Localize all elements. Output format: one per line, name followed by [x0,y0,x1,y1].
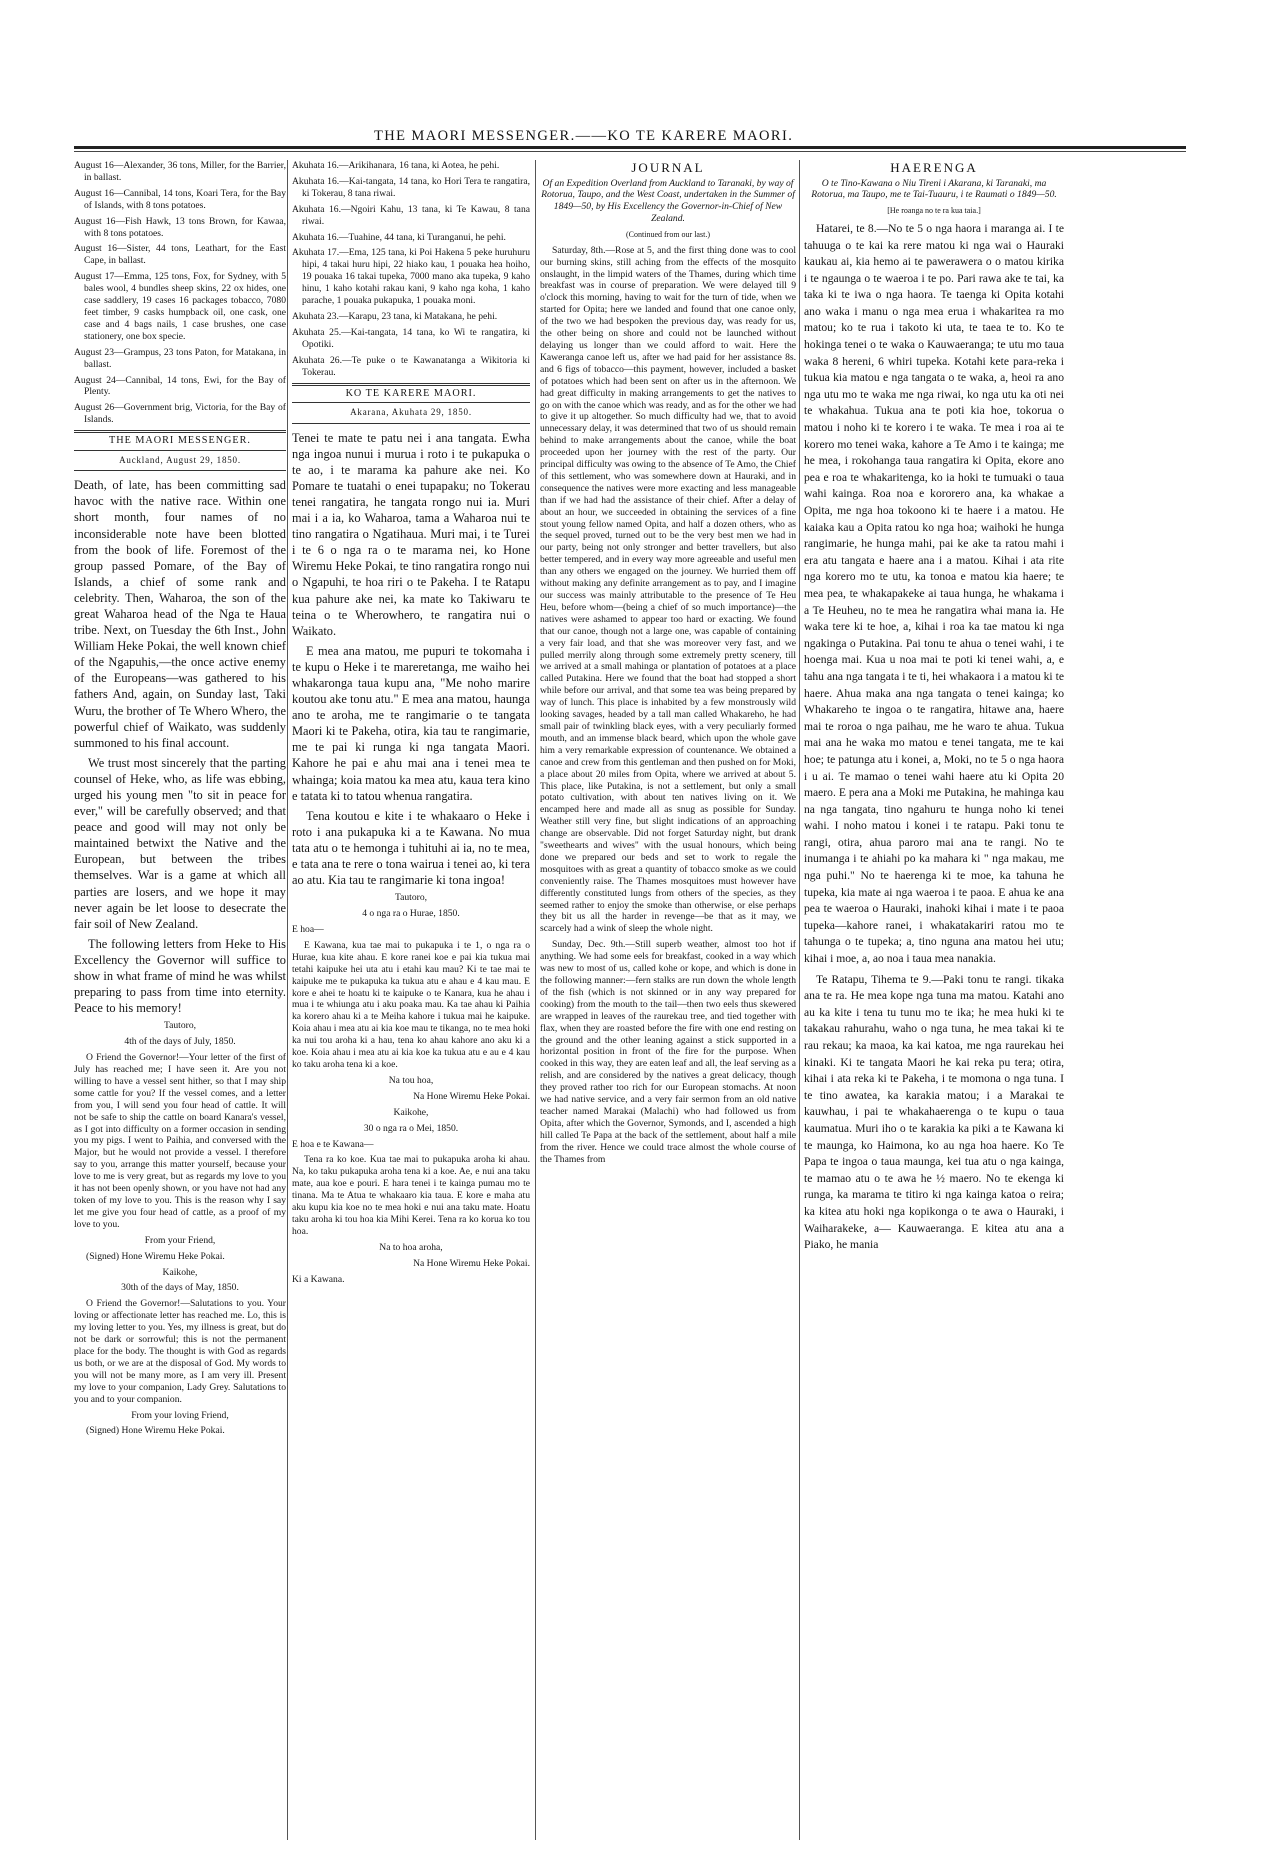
letter-place: Tautoro, [163,1020,197,1032]
continued-note: (Continued from our last.) [626,230,710,240]
journal-paragraph: Sunday, Dec. 9th.—Still superb weather, almost too hot if anything. We had some eels for breakfast, cooked in a way which was new to most of us, called kohe or kope, and which is done in the following manner:—fern stalks are run down the whole length of the fish (which is not skinned or in any way prepared for cooking) from the mouth to the tail—then two eels thus skewered are wrapped in leaves of the raurekau tree, and tied together with flax, when they are roasted before the fire with one end resting on the ground and the other leaning against a stick supported in a horizontal position in front of the fire for the purpose. When cooked in this way, they are eaten leaf and all, the leaf serving as a relish, and are considered by the natives a great delicacy, though they proved rather too rich for our European stomachs. At noon we had native service, and a very fair sermon from an old native teacher named Marakai (Malachi) who had followed us from Opita, after which the Governor, Symonds, and I, ascended a high hill called Te Papa at the back of the settlement, about half a mile from the river. Hence we could trace almost the whole course of the Thames from [540,939,796,1165]
letter-place: Kaikohe, [393,1106,429,1118]
haerenga-paragraph: Hatarei, te 8.—No te 5 o nga haora i maranga ai. I te tahuuga o te kai ka rere matou ki nga wai o Hauraki kaukau ai, kia hemo ai te pawerawera o o matou kirika i te ngaunga o te waeroa i te po. Pari rawa ake te tai, ka taka ki te iwa o nga haora. Te taenga ki Opita kotahi ano waka i manu o nga mea erua i whakaritea ra mo matou; ko te rua i takoto ki uta, te taea te to. Ko te hokinga tenei o te waka o Kauwaeranga; te utu mo taua waka 8 hereni, 6 whiri tupeka. Kotahi kete para-reka i tukua kia matou e nga tangata o te waka, a, heoi ra ano nga utu mo te waka me nga riwai, ko nga utu ka oti nei te whakahua. Tukua ana te poti kia hoe, tokorua o matou i noho ki te korero i te waka. Te mea i roa ai te korero mo tenei waka, kahore a Te Amo i te kainga; me he mea, i rokohanga taua rangatira ki Opita, ekore ano pea e roa te whakaritenga, ko ia hoki te tumuaki o taua wahi kainga. Roa noa e kororero ana, ka whakae a Opita, me nga hoa tokoono ki te haere i a matou. He kaiaka kau a Opita ratou ko nga hoa; waihoki he hunga rangimarie, he hunga mahi, pai ke ake ta ratou mahi i era atu tangata e haere ana i a matou. Kihai i ata rite nga korero mo te utu, ka tonoa e matou kia haere; te mea pea, te whakapakeke ai taua hunga, he whakama i a Te Heuheu, no te mea he rangatira whai mana ia. He waka tere ki te hoe, a, kihai i roa ka tae matou ki nga ngakinga o Putakina. Pai tonu te ahua o tenei wahi, i te hoenga mai. Kua u noa mai te poti ki tenei wahi, a, e tahu ana nga tangata i te ti, hei whakaora i a matou ki te haere. Ahua maka ana nga tangata o tenei kainga; ko Whakareho te ingoa o te rangatira, hitawe ana, haere mai te roroa o nga paihau, me he waro te ahua. Tukua mai ana he waka mo matou e tenei tangata, me te kai hoe; te patunga atu i konei, a, Moki, no te 5 o nga haora i u ai. Te mamao o tenei wahi haere atu ki Opita 20 maero. E pera ana a Moki me Putakina, he mahinga kau na nga tangata, tino ngahuru te hunga noho ki tenei wahi. I noho matou i konei i te ratapu. Paki tonu te rangi, otira, ahua paroro mai ana te rangi. No te inumanga i te ahiahi po ka mahara ki " nga makau, me nga puhi." No te haerenga ki te moe, ka tahuna he tupeka, kia mate ai nga waeroa i te paoa. E ahua ke ana pea te waeroa o Hauraki, inahoki kihai i mate i te paoa tupeka—kahore ranei, i whakatakariri ratou mo te tahunga o te tupeka; a, tino nguna ana matou hei utu; kihai i moe, a, ao noa i taua mea nanakia. [804,221,1064,966]
departure-entry: Akuhata 23.—Karapu, 23 tana, ki Matakana, he pehi. [292,310,498,322]
haerenga-paragraph: Te Ratapu, Tihema te 9.—Paki tonu te rangi. tikaka ana te ra. He mea kope nga tuna ma matou. Katahi ano au ka kite i tena tu tunu mo te ika; he mea huki ki te takakau rahurahu, waho o nga tuna, he mea takai ki te rau rekau; ka maoa, ka kai katoa, me nga raurekau hei kinaki. Ki te tangata Maori he kai reka pu tera; otira, kihai i ata reka ki te Pakeha, i te momona o nga tuna. I te tino awatea, ka karakia matou; i a Marakai te kauwhau, i pai te whakahaerenga o te kupu o taua kaumatua. Muri iho o te karakia ka piki a te Kawana ki te maunga, ko Haimona, ko au nga hoa haere. Ko Te Papa te ingoa o taua maunga, kei tua atu o nga kainga, te mamao atu o te awa he ½ maero. No te ekenga ki runga, ka marama te titiro ki nga kainga katoa o reira; ka kitea atu hoki nga kopikonga o te awa o Hauraki, i Waiharakeke, a— Kauwaeranga. E kitea atu ana a Piako, he mania [804,972,1064,1252]
departure-entry: Akuhata 25.—Kai-tangata, 14 tana, ko Wi te rangatira, ki Opotiki. [292,326,530,350]
letter-body: E Kawana, kua tae mai to pukapuka i te 1, o nga ra o Hurae, kua kite ahau. E kore ranei koe e pai kia tukua mai tetahi kaipuke hei uta atu i etahi kau mau? Ki te tae mai te kaipuke me te pukapuka ka tukua atu e ahau e 4 kau mau. E kore e ahei te hoatu ki te kaipuke o te Kanara, kua he ahau i mua i te whiunga atu i aku poaka mau. Ka tae ahau ki Paihia ka korero ahau ki a te Meiha kahore i tukua mai he kaipuke. Koia ahau i mea atu ai kia koe mau te tikanga, no te mea hoki ka nui tou aroha ki a hau, tena ko ahau kahore ano aku ki a koe. Koia ahau i mea atu ai kia koe ka tukua atu e au e 4 kau ko taku aroha tena ki a koe. [292,939,530,1070]
letter-date: 4th of the days of July, 1850. [124,1036,236,1048]
editorial-paragraph: We trust most sincerely that the parting counsel of Heke, who, as life was ebbing, urged his young men "to sit in peace for ever," will be carefully observed; and that peace and good will may not only be maintained betwixt the Native and the European, but between the tribes themselves. War is a game at which all parties are losers, and we hope it may never again be let loose to desecrate the fair soil of New Zealand. [74,755,286,931]
departure-entry: Akuhata 16.—Arikihanara, 16 tana, ki Aotea, he pehi. [292,160,500,171]
editorial-paragraph: E mea ana matou, me pupuri te tokomaha i te kupu o Heke i te mareretanga, me waiho hei whakaronga taua kupu ana, "Me noho marire koutou ake tonu atu." E mea ana matou, haunga ano te aroha, me te rangimarie o te tangata Maori ki te Pakeha, otira, kia tau te rangimarie, me te pai ki runga ki nga tangata Maori. Kahore he pai e ahu mai ana i tenei mea te whainga; koia matou ka mea atu, kaua tera kino e tatata ki to tatou whenua rangatira. [292,643,530,803]
shipping-entry: August 16—Fish Hawk, 13 tons Brown, for Kawaa, with 8 tons potatoes. [74,215,286,239]
letter-body: O Friend the Governor!—Your letter of the first of July has reached me; I have seen it. Are you not willing to have a vessel sent hither, so that I may ship some cattle for you? If the vessel comes, and a letter from you, I will send you four head of cattle. It will not be safe to ship the cattle on board Kanara's vessel, as I got into difficulty on a former occasion in sending you my pigs. I went to Paihia, and conversed with the Major, but he would not provide a vessel. I therefore say to you, arrange this matter yourself, because your love to me is very great, but as regards my love to you it has not been openly shown, or you have not had any token of my love to you. This is the reason why I say let me give you four head of cattle, as a proof of my love to you. [74,1052,286,1230]
column-divider [287,160,288,1840]
shipping-entry: August 16—Sister, 44 tons, Leathart, for the East Cape, in ballast. [74,243,286,267]
letter-salutation: E hoa e te Kawana— [292,1138,374,1150]
shipping-entry: August 16—Alexander, 36 tons, Miller, for the Barrier, in ballast. [74,160,286,183]
continued-note: [He roanga no te ra kua taia.] [887,206,981,216]
letter-salutation: E hoa— [292,924,324,936]
column-maori-news [292,160,530,1840]
editorial-paragraph: Death, of late, has been committing sad havoc with the native race. Within one short month, four names of no inconsiderable note have been blotted from the book of life. Foremost of the group passed Pomare, of the Bay of Islands, a chief of some rank and celebrity. Then, Waharoa, the son of the great Waharoa head of the Nga te Haua tribe. Next, on Tuesday the 6th Inst., John William Heke Pokai, the well known chief of the Ngapuhis,—the once active enemy of the Europeans—was gathered to his fathers And, again, on Sunday last, Taki Wuru, the brother of Te Whero Whero, the powerful chief of Waikato, was suddenly summoned to his final account. [74,478,286,750]
masthead-rule-thin [74,151,1186,152]
column-haerenga [804,160,1064,1840]
shipping-entry: August 24—Cannibal, 14 tons, Ewi, for the Bay of Plenty. [74,374,286,398]
column-english-news [74,160,286,1840]
letter-date: 30th of the days of May, 1850. [121,1282,239,1294]
journal-paragraph: Saturday, 8th.—Rose at 5, and the first thing done was to cool our burning skins, still aching from the effects of the mosquito onslaught, in the limpid waters of the Thames, during which time breakfast was in course of preparation. We were delayed till 9 o'clock this morning, having to wait for the turn of tide, when we started for Opita; here we landed and found that one canoe only, of the two we had bespoken the previous day, was ready for us, the other being on shore and could not be launched without delaying us longer than we could afford to wait. Here the Kaweranga canoe left us, after we had paid for her assistance 8s. and 6 figs of tobacco—this payment, however, included a basket of potatoes which had been sent on after us in the afternoon. We had great difficulty in making arrangements to get the natives to go on with the canoe which was ready, and as for the other we had to give it up altogether. So much difficulty had we, that to avoid unnecessary delay, it was determined that two of us should remain behind to make arrangements about the canoe, while the boat proceeded upon her journey with the rest of the party. Our principal difficulty was owing to the absence of Te Amo, the Chief of this settlement, who was somewhere down at Hauraki, and in consequence the natives were more exacting and less manageable than if we had had the assistance of their chief. After a delay of about an hour, we succeeded in obtaining the services of a fine stout young fellow named Opita, and half a dozen others, who as the sequel proved, turned out to be the very best men we had in our party, being not only stronger and better travellers, but also better tempered, and in every way more agreeable and useful men than any others we engaged on the journey. We hurried them off without making any definite arrangement as to pay, and I imagine our success was mainly attributable to the presence of Te Heu Heu, before whom—(being a chief of so much importance)—the natives were ashamed to appear too hard or exacting. We found that our canoe, though not a large one, was capable of containing a very fair load, and that she was moreover very fast, and we pulled merrily along through some extremely pretty scenery, till we arrived at a small mahinga or plantation of potatoes at a place called Putakina. Here we found that the boat had stopped a short while before our arrival, and that some tea was being prepared by way of lunch. This place is inhabited by a few monstrously wild looking savages, headed by a tall man called Whakareho, he had small pair of twinkling black eyes, with a very peculiarly formed mouth, and an immense black beard, which upon the whole gave him a very remarkable expression of countenance. We obtained a canoe and crew from this gentleman and then pushed on for Moki, a place about 20 miles from Opita, where we arrived at about 5. This place, like Putakina, is not a settlement, but only a small potato cultivation, with about ten natives living on it. We encamped here and made all as snug as possible for Sunday. Weather still very fine, but slight indications of an approaching change are observable. Did not forget Saturday night, but drank "sweethearts and wives" with the usual honours, which being done we prepared our beds and set to work to regale the mosquitoes with as great a quantity of tobacco smoke as we could conveniently raise. The Thames mosquitoes must however have differently constituted lungs from others of the species, as they seemed rather to enjoy the smoke than otherwise, or else perhaps they bit us all the harder in revenge—be that as it may, we scarcely had a wink of sleep the whole night. [540,244,796,935]
column-journal [540,160,796,1840]
column-divider [535,160,536,1840]
departure-entry: Akuhata 16.—Tuahine, 44 tana, ki Turanganui, he pehi. [292,231,506,243]
departure-entry: Akuhata 26.—Te puke o te Kawanatanga a Wikitoria ki Tokerau. [292,354,530,378]
column-divider [799,160,800,1840]
editorial-paragraph: The following letters from Heke to His Excellency the Governor will suffice to show in what frame of mind he was whilst preparing to pass from time into eternity. Peace to his memory! [74,936,286,1016]
newspaper-page [74,100,1186,1840]
haerenga-subtitle: O te Tino-Kawana o Niu Tireni i Akarana, ki Taranaki, ma Rotorua, ma Taupo, me te Tai-Tuauru, i te Raumati o 1849—50. [811,177,1057,201]
section-heading: THE MAORI MESSENGER. [74,430,286,451]
departure-entry: Akuhata 17.—Ema, 125 tana, ki Poi Hakena 5 peke huruhuru hipi, 4 takai huru hipi, 22 hiako kau, 1 pouaka hea hoiho, 19 pouaka 16 takai tupeka, 7000 mano aka tupeka, 9 kaho hinu, 1 kaho kotahi rakau kani, 9 kaho nga koha, 1 kaho parache, 1 pouaka pukapuka, 1 pouaka moni. [292,247,530,307]
shipping-entry: August 16—Cannibal, 14 tons, Koari Tera, for the Bay of Islands, with 8 tons potatoes. [74,187,286,211]
letter-closing: From your loving Friend, [131,1409,229,1421]
letter-signature: (Signed) Hone Wiremu Heke Pokai. [86,1250,225,1262]
letter-date: 4 o nga ra o Hurae, 1850. [362,908,460,920]
dateline: Auckland, August 29, 1850. [74,451,286,472]
masthead-title: THE MAORI MESSENGER.——KO TE KARERE MAORI. [374,128,794,144]
editorial-paragraph: Tenei te mate te patu nei i ana tangata. Ewha nga ingoa nunui i murua i roto i te pukapuka o te ao, i te marama ka pahure ake nei. Ko Pomare te tuatahi o enei tupapaku; no Tokerau tenei rangatira, he tangata rongo nui ia. Muri mai i a ia, ko Waharoa, tama a Waharoa nui te tino rangatira o Ngatihaua. Muri mai, i te Turei i te 6 o nga ra o te marama nei, ko Hone Wiremu Heke Pokai, te tino rangatira rongo nui o Ngapuhi, te hoa riri o te Pakeha. I te Ratapu kua pahure ake nei, ka mate ko Takiwaru te teina o te Wherowhero, te rangatira nui o Waikato. [292,430,530,638]
masthead [74,128,1186,154]
letter-place: Tautoro, [394,892,428,904]
letter-closing: Na tou hoa, [388,1074,434,1086]
shipping-entry: August 26—Government brig, Victoria, for the Bay of Islands. [74,402,286,426]
haerenga-heading: HAERENGA [890,160,978,175]
dateline: Akarana, Akuhata 29, 1850. [292,403,530,424]
letter-closing: From your Friend, [144,1234,216,1246]
letter-signature: (Signed) Hone Wiremu Heke Pokai. [86,1425,225,1437]
departure-entry: Akuhata 16.—Ngoiri Kahu, 13 tana, ki Te Kawau, 8 tana riwai. [292,203,530,227]
shipping-entry: August 17—Emma, 125 tons, Fox, for Sydney, with 5 bales wool, 4 bundles sheep skins, 22 ox hides, one case saddlery, 19 cases 16 packages tobacco, 7080 feet timber, 9 casks humpback oil, one cask, one case and 4 bags nails, 1 case brushes, one case stationery, one box specie. [74,271,286,342]
journal-subtitle: Of an Expedition Overland from Auckland to Taranaki, by way of Rotorua, Taupo, and the West Coast, undertaken in the Summer of 1849—50, by His Excellency the Governor-in-Chief of New Zealand. [541,177,795,225]
letter-body: Tena ra ko koe. Kua tae mai to pukapuka aroha ki ahau. Na, ko taku pukapuka aroha tena ki a koe. Ae, e nui ana taku mate, aua koe e pouri. E hara tenei i te kainga pumau mo te tinana. Ma te Atua te whakaaro kia taua. E kore e maha atu aku kupu kia koe no te mea hoki e nui ana taku mate. Hoatu taku aroha ki tou hoa kia Mihi Kerei. Tena ra ko korua ko tou hoa. [292,1154,530,1237]
letter-body: O Friend the Governor!—Salutations to you. Your loving or affectionate letter has reached me. Lo, this is my loving letter to you. Yes, my illness is great, but do not be dark or sorrowful; this is not the permanent place for the body. The thought is with God as regards us both, or we are at the disposal of God. My words to you will not be many more, as I am very ill. Present my love to your companion, Lady Grey. Salutations to you and to your companion. [74,1298,286,1405]
letter-signature: Na Hone Wiremu Heke Pokai. [413,1257,530,1269]
letter-signature: Na Hone Wiremu Heke Pokai. [413,1090,530,1102]
letter-date: 30 o nga ra o Mei, 1850. [363,1122,459,1134]
departure-entry: Akuhata 16.—Kai-tangata, 14 tana, ko Hori Tera te rangatira, ki Tokerau, 8 tana riwai. [292,175,530,199]
letter-closing: Na to hoa aroha, [379,1241,443,1253]
masthead-rule [74,146,1186,149]
editorial-paragraph: Tena koutou e kite i te whakaaro o Heke i roto i ana pukapuka ki a te Kawana. No mua tata atu o te hemonga i tuhituhi ai ia, no te mea, e tata ana te rere o tona wairua i tenei ao, ki tera ao atu. Kia tau te rangimarie ki tona ingoa! [292,808,530,888]
journal-heading: JOURNAL [631,160,705,175]
section-heading: KO TE KARERE MAORI. [292,383,530,404]
letter-addressee: Ki a Kawana. [292,1273,345,1285]
shipping-entry: August 23—Grampus, 23 tons Paton, for Matakana, in ballast. [74,346,286,370]
letter-place: Kaikohe, [162,1266,198,1278]
